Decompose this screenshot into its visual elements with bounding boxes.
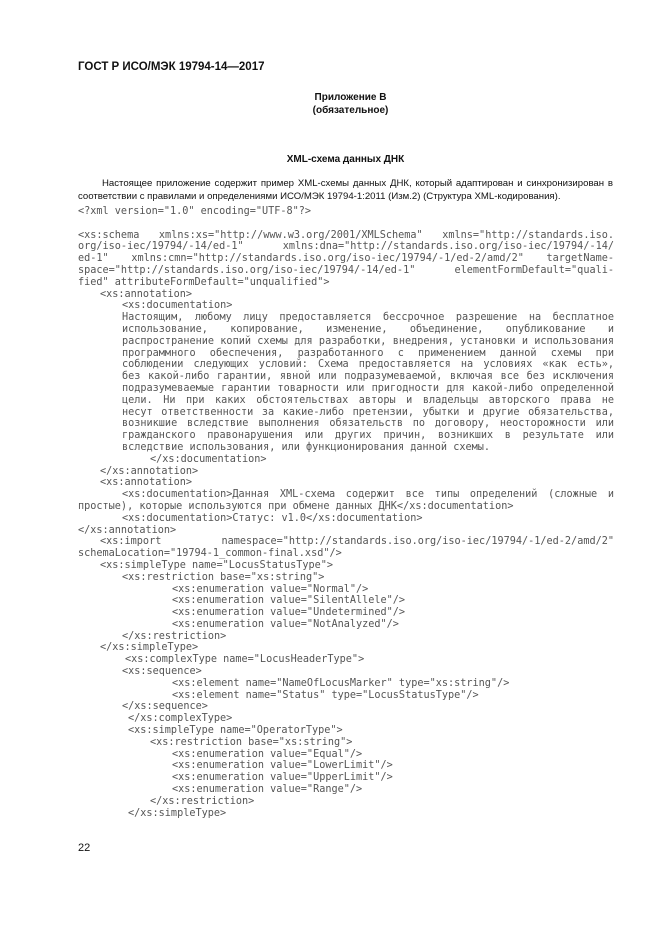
code-line: <xs:element name="NameOfLocusMarker" type="xs:string"/> <box>172 677 510 689</box>
code-line: <xs:simpleType name="OperatorType"> <box>128 725 343 737</box>
code-line: <xs:enumeration value="SilentAllele"/> <box>172 595 406 607</box>
code-line: fied" attributeFormDefault="unqualified"> <box>78 276 330 288</box>
code-line: <xs:element name="Status" type="LocusStatusType"/> <box>172 689 479 701</box>
code-line: гражданского правонарушения или других причин, возникших в результате или <box>122 430 614 442</box>
code-line: org/iso-iec/19794/-14/ed-1" xmlns:dna="http://standards.iso.org/iso-iec/19794/-14/ <box>78 241 614 253</box>
appendix-label: Приложение В <box>314 92 387 103</box>
code-line: <xs:annotation> <box>100 288 193 300</box>
page-number: 22 <box>78 842 91 854</box>
code-line: </xs:documentation> <box>150 453 267 465</box>
code-line: распространение копий схемы для разработки, внедрения, установки и использования <box>122 335 614 347</box>
code-line: schemaLocation="19794-1_common-final.xsd"/> <box>78 548 342 560</box>
code-line: Настоящим, любому лицу предоставляется бессрочное разрешение на бесплатное <box>122 312 614 324</box>
code-line: цели. Ни при каких обстоятельствах авторы и владельцы авторского права не <box>122 394 614 406</box>
code-line: <xs:restriction base="xs:string"> <box>122 571 325 583</box>
standard-header: ГОСТ Р ИСО/МЭК 19794-14—2017 <box>78 61 265 73</box>
code-line: <xs:sequence> <box>122 666 202 678</box>
code-line: простые), которые используются при обмене данных ДНК</xs:documentation> <box>78 500 514 512</box>
code-line: <xs:annotation> <box>100 477 193 489</box>
code-line: <xs:restriction base="xs:string"> <box>150 736 353 748</box>
code-line: <?xml version="1.0" encoding="UTF-8"?> <box>78 206 312 217</box>
code-line: подразумеваемые гарантии товарности или пригодности для какой-либо определенной <box>122 382 614 394</box>
code-line: space="http://standards.iso.org/iso-iec/19794/-14/ed-1" elementFormDefault="quali- <box>78 264 614 276</box>
code-line: <xs:enumeration value="Normal"/> <box>172 583 369 595</box>
appendix-heading <box>0 91 661 117</box>
code-line: </xs:annotation> <box>100 465 199 477</box>
code-line: <xs:documentation>Статус: v1.0</xs:documentation> <box>122 512 423 524</box>
code-line: </xs:restriction> <box>150 795 255 807</box>
code-line: соблюдении следующих условий: Схема предоставляется на условиях «как есть», <box>122 359 614 371</box>
code-line: вследствие использования, или функционирования данной схемы. <box>122 441 491 453</box>
code-line: </xs:sequence> <box>122 701 208 713</box>
code-line: <xs:enumeration value="Equal"/> <box>172 748 363 760</box>
code-line: </xs:simpleType> <box>100 642 199 654</box>
code-line: <xs:enumeration value="NotAnalyzed"/> <box>172 618 399 630</box>
code-line: использование, копирование, изменение, объединение, опубликование и <box>122 323 614 335</box>
code-line: возникшие вследствие выполнения обязательств по договору, неосторожности или <box>122 418 614 430</box>
xml-code-listing <box>78 206 614 819</box>
code-line: <xs:schema xmlns:xs="http://www.w3.org/2001/XMLSchema" xmlns="http://standards.iso. <box>78 229 614 241</box>
code-line: </xs:simpleType> <box>128 807 227 819</box>
code-line: без какой-либо гарантии, явной или подразумеваемой, включая все без исключения <box>122 371 614 383</box>
section-title: XML-схема данных ДНК <box>286 154 405 165</box>
appendix-status: (обязательное) <box>312 105 389 116</box>
intro-paragraph: Настоящее приложение содержит пример XML-схемы данных ДНК, который адаптирован и синхронизирован в соответствии с правилами и определениями ИСО/МЭК 19794-1:2011 (Изм.2) (Структура XML-кодирования). <box>78 178 613 202</box>
code-line: несут ответственности за какие-либо претензии, убытки и другие обязательства, <box>122 406 614 418</box>
code-line: <xs:enumeration value="Range"/> <box>172 784 363 796</box>
code-line: <xs:enumeration value="Undetermined"/> <box>172 607 406 619</box>
code-line: <xs:complexType name="LocusHeaderType"> <box>125 654 365 666</box>
code-line: программного обеспечения, разработанного с применением данной схемы при <box>122 347 614 359</box>
code-line: </xs:restriction> <box>122 630 227 642</box>
code-line: </xs:annotation> <box>78 524 177 536</box>
code-line: <xs:enumeration value="UpperLimit"/> <box>172 772 393 784</box>
code-line <box>78 218 614 230</box>
code-line: <xs:simpleType name="LocusStatusType"> <box>100 559 334 571</box>
code-line: </xs:complexType> <box>128 713 233 725</box>
code-line: ed-1" xmlns:cmn="http://standards.iso.org/iso-iec/19794/-1/ed-2/amd/2" targetName- <box>78 253 614 265</box>
code-line: <xs:documentation> <box>122 300 233 312</box>
code-line: <xs:enumeration value="LowerLimit"/> <box>172 760 393 772</box>
code-line: <xs:import namespace="http://standards.iso.org/iso-iec/19794/-1/ed-2/amd/2" <box>100 536 614 548</box>
code-line: <xs:documentation>Данная XML-схема содержит все типы определений (сложные и <box>122 489 614 501</box>
